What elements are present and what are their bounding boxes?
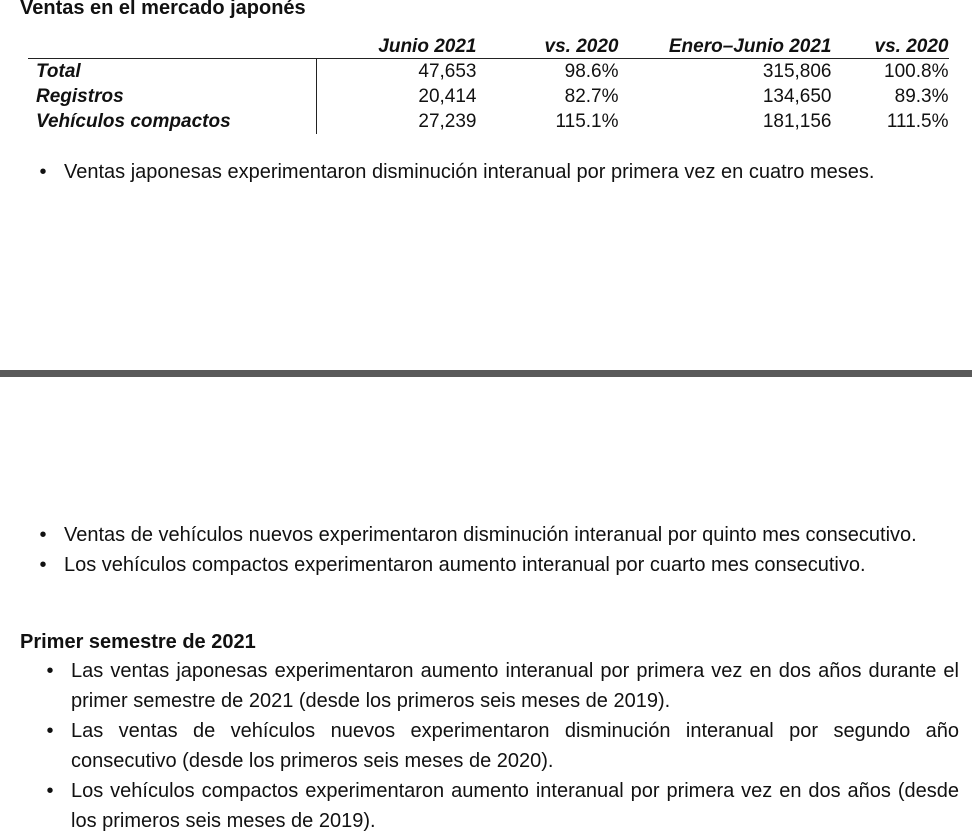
row-label: Total — [28, 59, 317, 85]
table-header-june: Junio 2021 — [378, 36, 477, 57]
cell-value: 315,806 — [762, 61, 832, 82]
row-label: Vehículos compactos — [28, 109, 317, 134]
market-notes — [28, 157, 958, 187]
list-item — [35, 776, 959, 836]
cell-value: 89.3% — [894, 86, 949, 107]
bullet-icon: • — [39, 161, 47, 183]
list-item — [35, 656, 959, 716]
cell-value: 20,414 — [418, 86, 477, 107]
note-text: Las ventas japonesas experimentaron aumento interanual por primera vez en dos años durante el primer semestre de 2021 (desde los primeros seis meses de 2019). — [71, 660, 959, 712]
bullet-icon: • — [46, 720, 54, 742]
table-header-blank — [28, 36, 317, 59]
cell-value: 98.6% — [564, 61, 619, 82]
note-text: Las ventas de vehículos nuevos experimentaron disminución interanual por segundo año consecutivo (desde los primeros seis meses de 2020). — [71, 720, 959, 772]
note-text: Ventas japonesas experimentaron disminución interanual por primera vez en cuatro meses. — [64, 161, 875, 183]
list-item — [28, 157, 958, 187]
cell-value: 115.1% — [555, 111, 619, 132]
table-header-row — [28, 36, 949, 59]
bullet-icon: • — [46, 660, 54, 682]
note-text: Ventas de vehículos nuevos experimentaron disminución interanual por quinto mes consecutivo. — [64, 524, 917, 546]
table-row — [28, 59, 949, 85]
table-header-vs-june: vs. 2020 — [544, 36, 619, 57]
cell-value: 47,653 — [418, 61, 477, 82]
note-text: Los vehículos compactos experimentaron aumento interanual por cuarto mes consecutivo. — [64, 554, 866, 576]
cell-value: 82.7% — [564, 86, 619, 107]
table-row — [28, 84, 949, 109]
cell-value: 100.8% — [884, 61, 949, 82]
note-text: Los vehículos compactos experimentaron aumento interanual por primera vez en dos años (desde los primeros seis meses de 2019). — [71, 780, 959, 832]
bullet-icon: • — [46, 780, 54, 802]
cell-value: 27,239 — [418, 111, 477, 132]
cell-value: 134,650 — [762, 86, 832, 107]
sales-table — [28, 36, 949, 134]
cell-value: 181,156 — [762, 111, 832, 132]
cell-value: 111.5% — [886, 111, 949, 132]
semester-notes — [35, 656, 959, 836]
table-header-jan-june: Enero–Junio 2021 — [668, 36, 832, 57]
list-item — [35, 716, 959, 776]
bullet-icon: • — [39, 524, 47, 546]
bullet-icon: • — [39, 554, 47, 576]
table-header-vs-jan-june: vs. 2020 — [874, 36, 949, 57]
sales-notes — [28, 520, 958, 580]
list-item — [28, 520, 958, 550]
section-divider — [0, 370, 972, 377]
table-row — [28, 109, 949, 134]
section-title: Ventas en el mercado japonés — [20, 0, 306, 19]
row-label: Registros — [28, 84, 317, 109]
list-item — [28, 550, 958, 580]
semester-title: Primer semestre de 2021 — [20, 631, 256, 653]
